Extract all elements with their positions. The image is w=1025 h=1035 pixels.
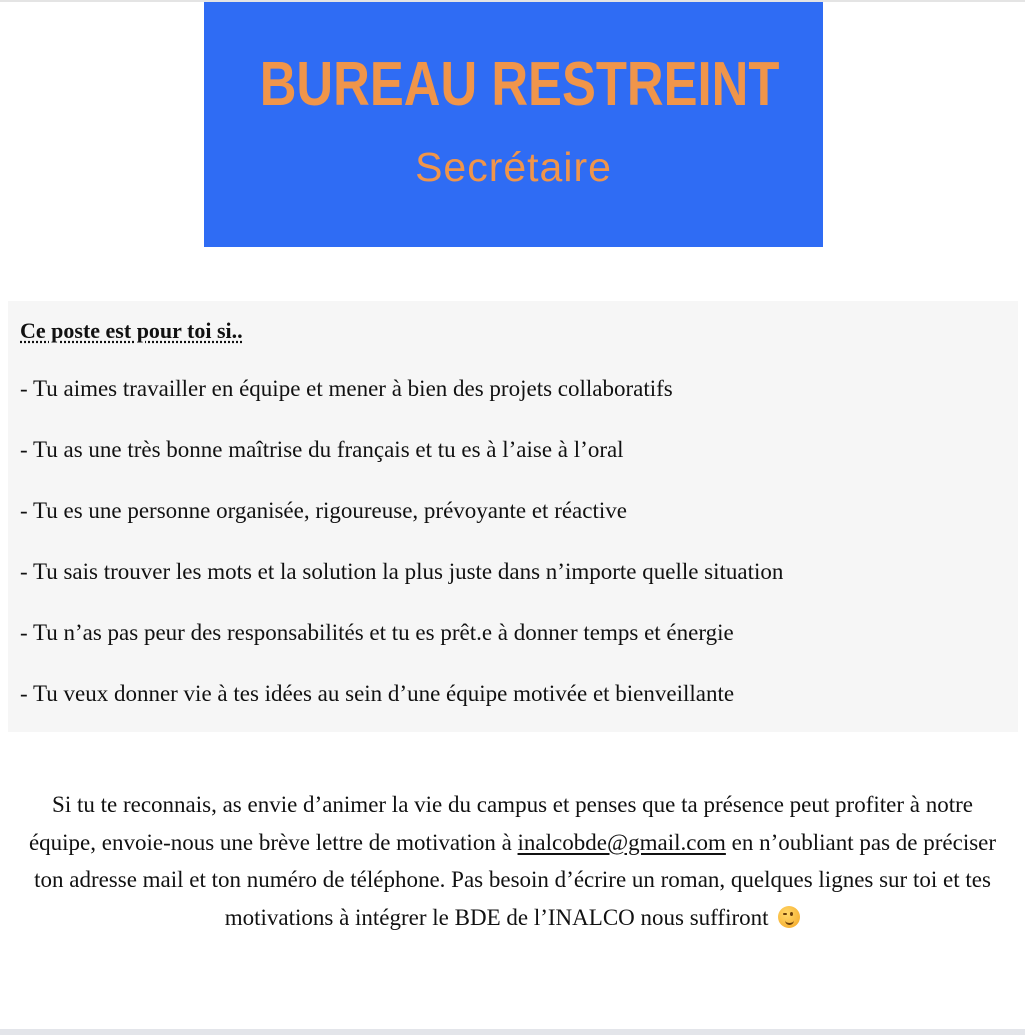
title-banner [204,2,823,247]
criteria-item: - Tu es une personne organisée, rigoureuse, prévoyante et réactive [20,498,627,523]
bottom-divider [0,1029,1025,1035]
banner-title: BUREAU RESTREINT [259,50,780,119]
criteria-heading-text: Ce poste est pour toi si.. [20,318,243,343]
criteria-section [8,301,1018,732]
closing-paragraph [20,786,1005,936]
criteria-heading [20,318,243,344]
criteria-item: - Tu n’as pas peur des responsabilités et tu es prêt.e à donner temps et énergie [20,620,734,645]
criteria-item: - Tu sais trouver les mots et la solution la plus juste dans n’importe quelle situation [20,559,784,584]
closing-text-start: Si tu te reconnais, as envie d’animer la vie du campus et penses que ta présence peut profiter à notre équipe, envoie-nous une brève lettre de motivation à [28,792,973,855]
criteria-item: - Tu veux donner vie à tes idées au sein d’une équipe motivée et bienveillante [20,681,735,706]
criteria-item: - Tu aimes travailler en équipe et mener à bien des projets collaboratifs [20,376,673,401]
banner-subtitle: Secrétaire [415,144,612,190]
email-link[interactable]: inalcobde@gmail.com [517,829,726,855]
closing-text-end: en n’oubliant pas de préciser ton adresse mail et ton numéro de téléphone. Pas besoin d’écrire un roman, quelques lignes sur toi et tes motivations à intégrer le BDE de l’INALCO nous suffiront [34,829,997,930]
winking-face-emoji-icon [778,906,800,928]
criteria-item: - Tu as une très bonne maîtrise du français et tu es à l’aise à l’oral [20,437,624,462]
